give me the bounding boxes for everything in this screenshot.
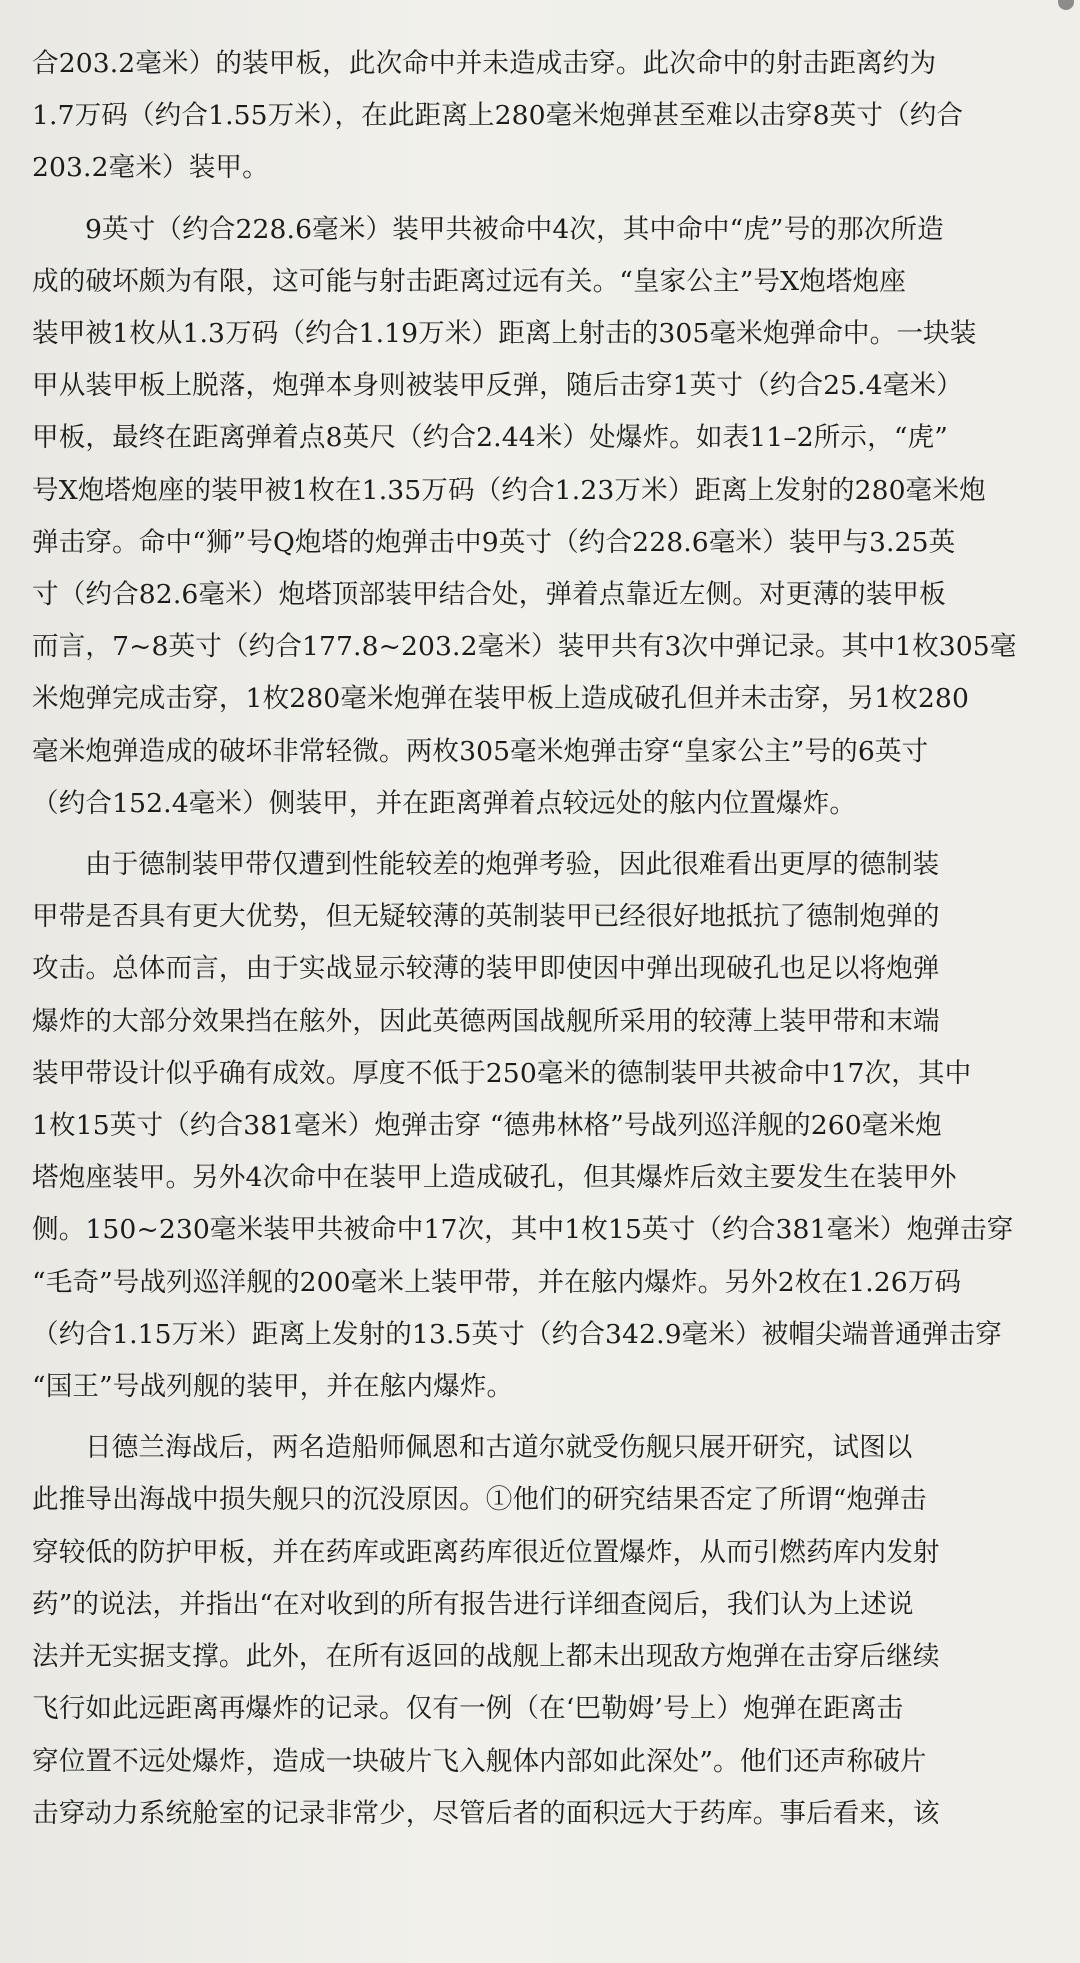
text-line: 穿位置不远处爆炸，造成一块破片飞入舰体内部如此深处”。他们还声称破片: [32, 1745, 927, 1777]
text-line: 弹击穿。命中“狮”号Q炮塔的炮弹击中9英寸（约合228.6毫米）装甲与3.25英: [32, 526, 956, 558]
text-line: 穿较低的防护甲板，并在药库或距离药库很近位置爆炸，从而引燃药库内发射: [32, 1536, 940, 1568]
text-line: “国王”号战列舰的装甲，并在舷内爆炸。: [32, 1371, 514, 1403]
text-line: 203.2毫米）装甲。: [32, 152, 269, 184]
text-line: 甲从装甲板上脱落，炮弹本身则被装甲反弹，随后击穿1英寸（约合25.4毫米）: [32, 370, 963, 402]
text-line: 日德兰海战后，两名造船师佩恩和古道尔就受伤舰只展开研究，试图以: [85, 1432, 913, 1464]
text-line: 攻击。总体而言，由于实战显示较薄的装甲即使因中弹出现破孔也足以将炮弹: [32, 953, 940, 985]
text-line: 塔炮座装甲。另外4次命中在装甲上造成破孔，但其爆炸后效主要发生在装甲外: [32, 1162, 957, 1194]
text-line: 而言，7~8英寸（约合177.8~203.2毫米）装甲共有3次中弹记录。其中1枚305毫: [32, 631, 1017, 663]
page-edge-shadow: [1058, 0, 1074, 10]
text-line: （约合1.15万米）距离上发射的13.5英寸（约合342.9毫米）被帽尖端普通弹击穿: [32, 1318, 1002, 1350]
text-line: “毛奇”号战列巡洋舰的200毫米上装甲带，并在舷内爆炸。另外2枚在1.26万码: [32, 1266, 962, 1298]
text-line: 侧。150~230毫米装甲共被命中17次，其中1枚15英寸（约合381毫米）炮弹击穿: [32, 1214, 1014, 1246]
text-line: 1.7万码（约合1.55万米），在此距离上280毫米炮弹甚至难以击穿8英寸（约合: [32, 100, 964, 132]
text-line: 击穿动力系统舱室的记录非常少，尽管后者的面积远大于药库。事后看来，该: [32, 1797, 940, 1829]
text-line: 合203.2毫米）的装甲板，此次命中并未造成击穿。此次命中的射击距离约为: [32, 48, 937, 79]
text-line: 寸（约合82.6毫米）炮塔顶部装甲结合处，弹着点靠近左侧。对更薄的装甲板: [32, 579, 946, 611]
paragraph-4: [32, 1422, 1060, 1840]
paragraph-2: [32, 204, 1060, 830]
paragraph-3: [32, 839, 1060, 1413]
text-line: 飞行如此远距离再爆炸的记录。仅有一例（在‘巴勒姆’号上）炮弹在距离击: [32, 1693, 904, 1725]
text-line: 甲板，最终在距离弹着点8英尺（约合2.44米）处爆炸。如表11–2所示，“虎”: [32, 422, 948, 454]
text-line: （约合152.4毫米）侧装甲，并在距离弹着点较远处的舷内位置爆炸。: [32, 787, 857, 819]
paragraph-1: [32, 38, 1060, 195]
text-line: 装甲被1枚从1.3万码（约合1.19万米）距离上射击的305毫米炮弹命中。一块装: [32, 318, 977, 350]
text-line: 此推导出海战中损失舰只的沉没原因。①他们的研究结果否定了所谓“炮弹击: [32, 1484, 927, 1516]
text-line: 号X炮塔炮座的装甲被1枚在1.35万码（约合1.23万米）距离上发射的280毫米炮: [32, 474, 986, 506]
text-line: 甲带是否具有更大优势，但无疑较薄的英制装甲已经很好地抵抗了德制炮弹的: [32, 901, 940, 933]
text-line: 装甲带设计似乎确有成效。厚度不低于250毫米的德制装甲共被命中17次，其中: [32, 1057, 972, 1089]
text-line: 爆炸的大部分效果挡在舷外，因此英德两国战舰所采用的较薄上装甲带和末端: [32, 1005, 940, 1037]
text-line: 米炮弹完成击穿，1枚280毫米炮弹在装甲板上造成破孔但并未击穿，另1枚280: [32, 683, 969, 715]
text-line: 毫米炮弹造成的破坏非常轻微。两枚305毫米炮弹击穿“皇家公主”号的6英寸: [32, 735, 929, 767]
text-line: 9英寸（约合228.6毫米）装甲共被命中4次，其中命中“虎”号的那次所造: [85, 213, 944, 245]
text-line: 法并无实据支撑。此外，在所有返回的战舰上都未出现敌方炮弹在击穿后继续: [32, 1641, 940, 1673]
text-line: 由于德制装甲带仅遭到性能较差的炮弹考验，因此很难看出更厚的德制装: [85, 849, 940, 881]
text-line: 1枚15英寸（约合381毫米）炮弹击穿 “德弗林格”号战列巡洋舰的260毫米炮: [32, 1110, 942, 1142]
text-line: 药”的说法，并指出“在对收到的所有报告进行详细查阅后，我们认为上述说: [32, 1588, 914, 1620]
text-line: 成的破坏颇为有限，这可能与射击距离过远有关。“皇家公主”号X炮塔炮座: [32, 265, 906, 297]
